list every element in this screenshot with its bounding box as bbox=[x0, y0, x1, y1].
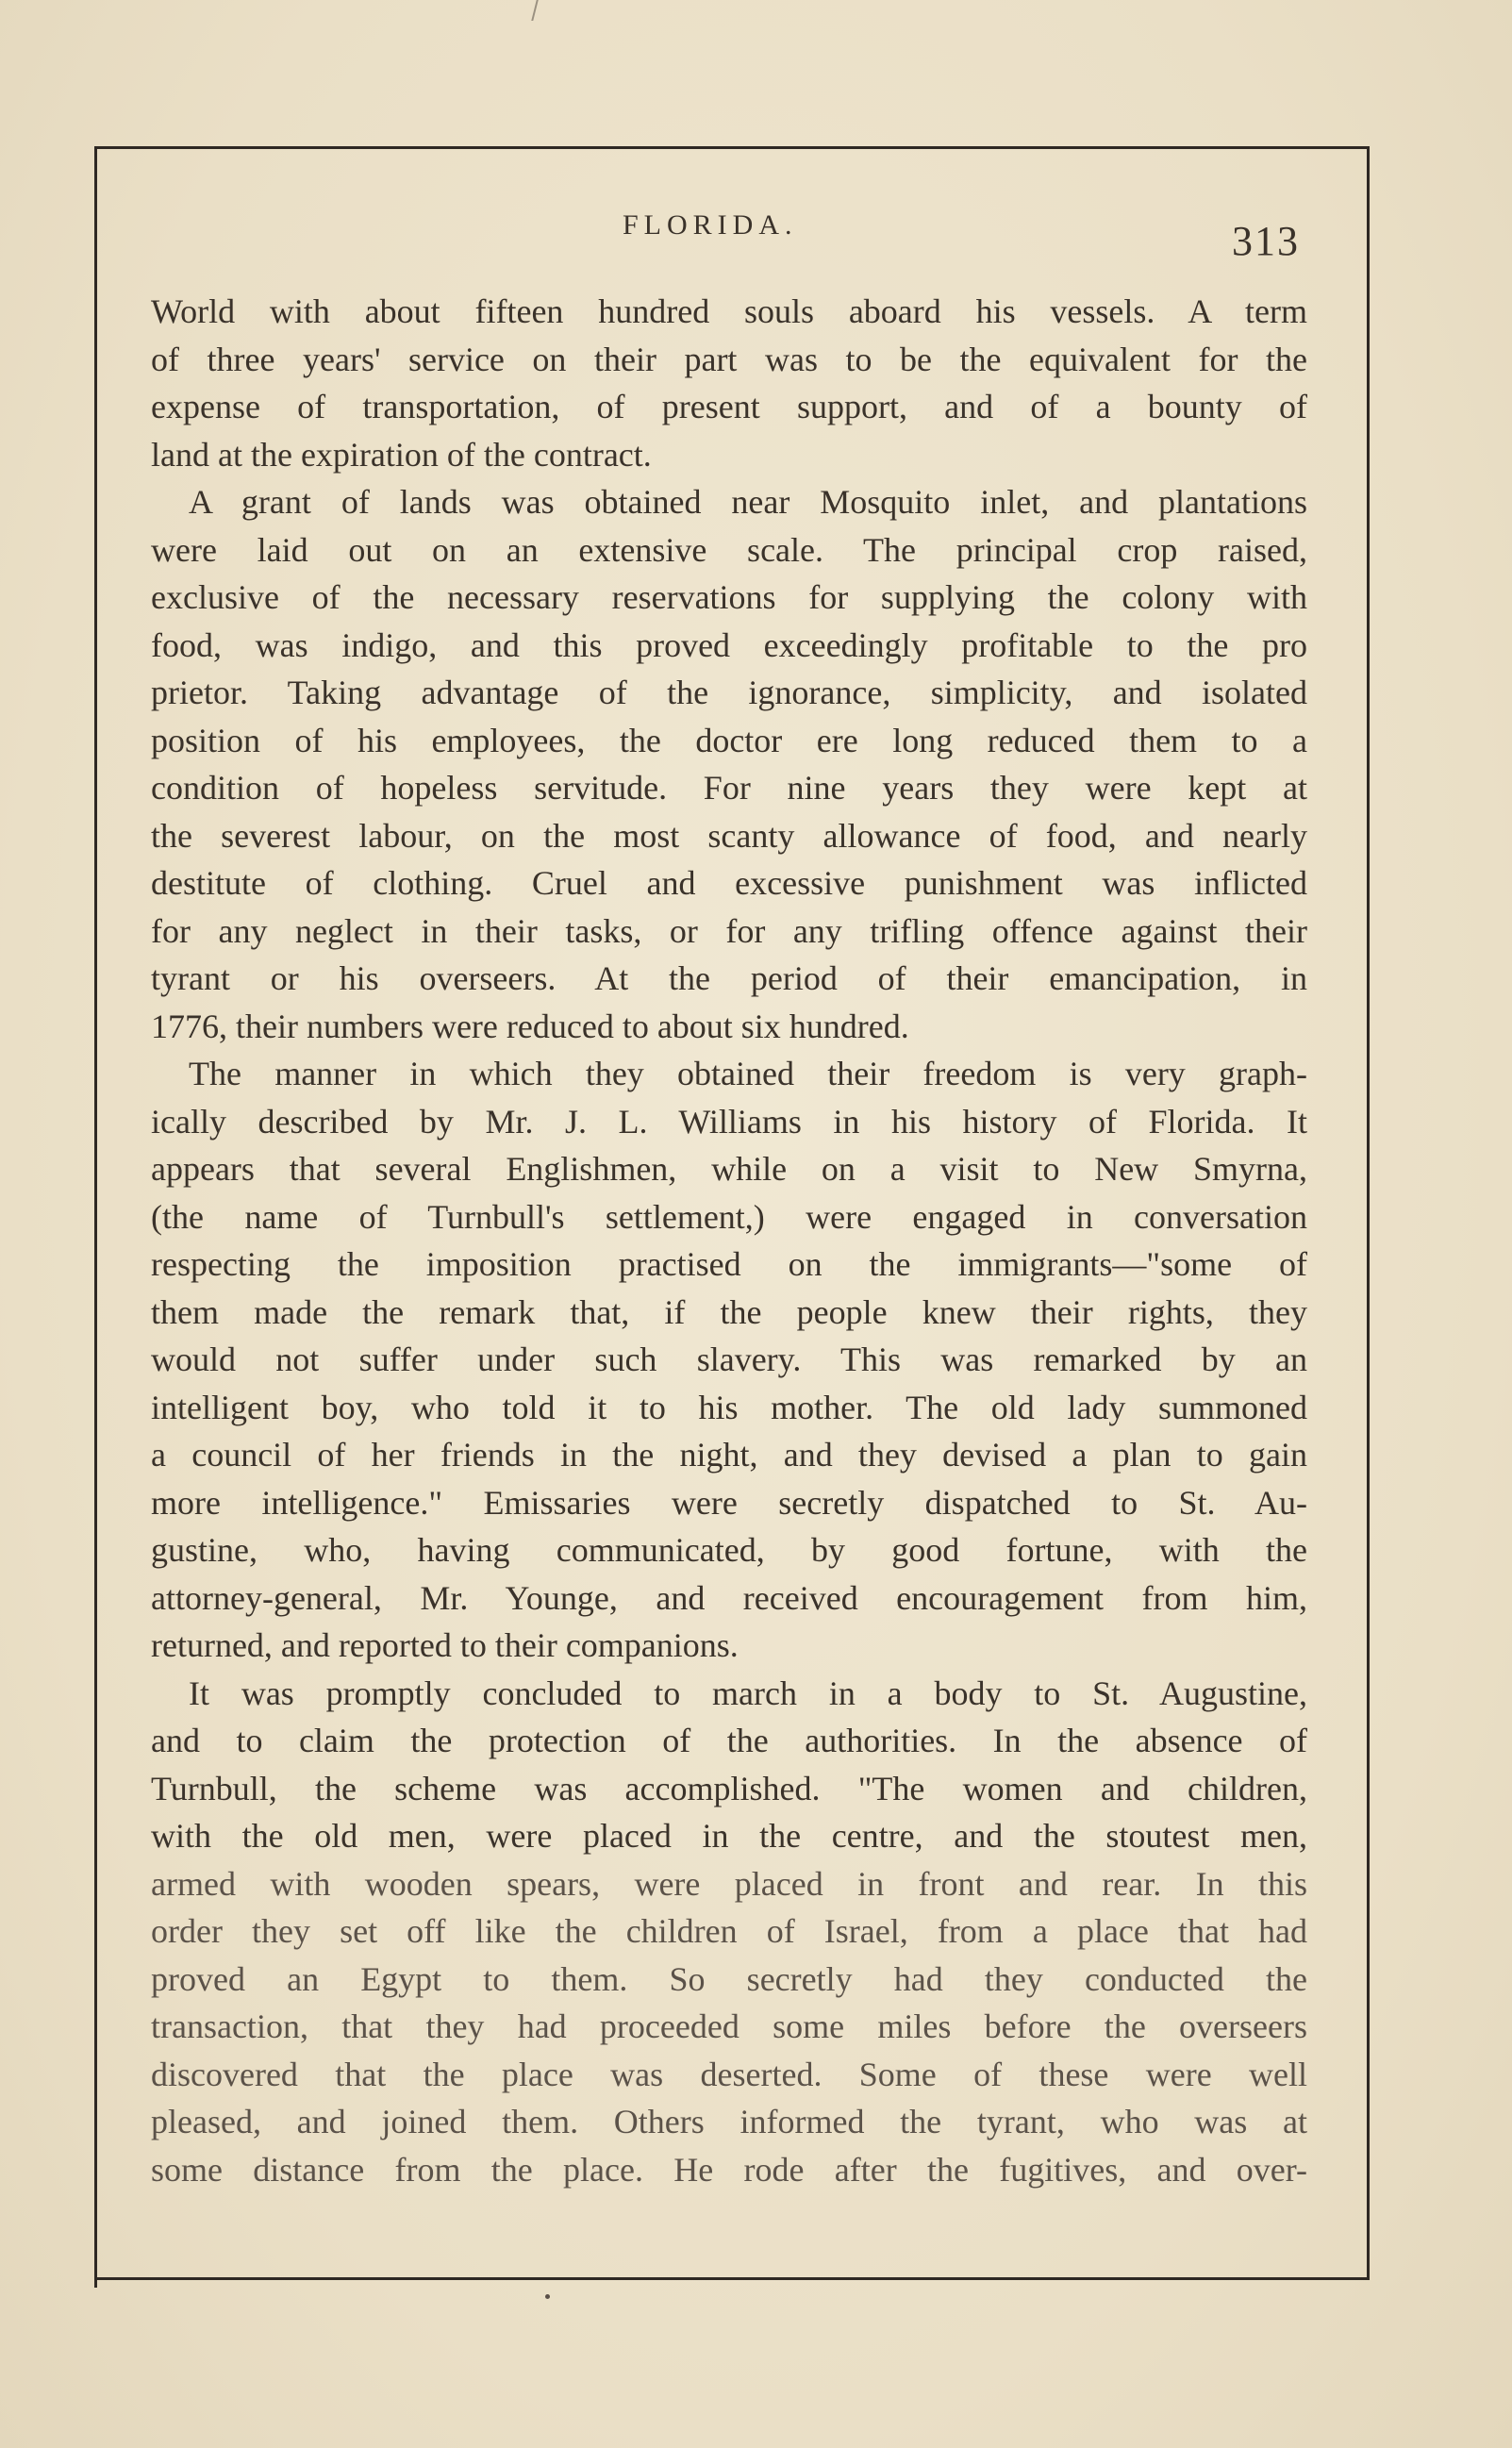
text-line: a council of her friends in the night, and they devised a plan to gain bbox=[151, 1436, 1307, 1474]
text-line: for any neglect in their tasks, or for any trifling offence against their bbox=[151, 911, 1307, 950]
text-line: food, was indigo, and this proved exceedingly profitable to the pro bbox=[151, 625, 1307, 664]
text-line: attorney-general, Mr. Younge, and received encouragement from him, bbox=[151, 1578, 1307, 1617]
text-line: The manner in which they obtained their freedom is very graph- bbox=[189, 1055, 1307, 1092]
text-line: appears that several Englishmen, while on a visit to New Smyrna, bbox=[151, 1150, 1307, 1188]
text-line: respecting the imposition practised on the immigrants—"some of bbox=[151, 1245, 1307, 1283]
text-line: pleased, and joined them. Others informed the tyrant, who was at bbox=[151, 2103, 1307, 2140]
text-line: World with about fifteen hundred souls aboard his vessels. A term bbox=[151, 292, 1307, 330]
frame-border-left bbox=[94, 146, 97, 2288]
body-text bbox=[151, 288, 1307, 2193]
text-line: order they set off like the children of Israel, from a place that had bbox=[151, 1912, 1307, 1950]
text-line: position of his employees, the doctor ere long reduced them to a bbox=[151, 721, 1307, 759]
text-line: (the name of Turnbull's settlement,) were engaged in conversation bbox=[151, 1197, 1307, 1236]
text-line: prietor. Taking advantage of the ignorance, simplicity, and isolated bbox=[151, 674, 1307, 711]
text-line: were laid out on an extensive scale. The principal crop raised, bbox=[151, 530, 1307, 569]
text-line: more intelligence." Emissaries were secretly dispatched to St. Au- bbox=[151, 1483, 1307, 1522]
text-line: with the old men, were placed in the centre, and the stoutest men, bbox=[151, 1817, 1307, 1855]
text-line: armed with wooden spears, were placed in front and rear. In this bbox=[151, 1864, 1307, 1903]
text-line: exclusive of the necessary reservations for supplying the colony with bbox=[151, 578, 1307, 616]
text-line: transaction, that they had proceeded some miles before the overseers bbox=[151, 2007, 1307, 2045]
text-line: them made the remark that, if the people knew their rights, they bbox=[151, 1292, 1307, 1331]
ink-speck bbox=[545, 2294, 550, 2299]
text-line: discovered that the place was deserted. Some of these were well bbox=[151, 2055, 1307, 2093]
text-line: of three years' service on their part was to be the equivalent for the bbox=[151, 340, 1307, 378]
frame-border-top bbox=[94, 146, 1370, 149]
text-line: the severest labour, on the most scanty allowance of food, and nearly bbox=[151, 816, 1307, 855]
frame-border-right bbox=[1367, 146, 1370, 2280]
text-line: expense of transportation, of present support, and of a bounty of bbox=[151, 388, 1307, 425]
text-line: 1776, their numbers were reduced to about six hundred. bbox=[151, 1007, 909, 1045]
text-line: It was promptly concluded to march in a body to St. Augustine, bbox=[189, 1674, 1307, 1712]
text-line: condition of hopeless servitude. For nine years they were kept at bbox=[151, 769, 1307, 807]
page-number: 313 bbox=[1232, 218, 1300, 264]
text-line: some distance from the place. He rode after the fugitives, and over- bbox=[151, 2150, 1307, 2189]
frame-border-bottom bbox=[94, 2277, 1370, 2280]
text-line: tyrant or his overseers. At the period of their emancipation, in bbox=[151, 959, 1307, 997]
running-head: FLORIDA. bbox=[623, 209, 798, 241]
text-line: intelligent boy, who told it to his mother. The old lady summoned bbox=[151, 1388, 1307, 1426]
text-line: land at the expiration of the contract. bbox=[151, 435, 652, 474]
text-line: ically described by Mr. J. L. Williams in his history of Florida. It bbox=[151, 1102, 1307, 1141]
text-line: and to claim the protection of the authorities. In the absence of bbox=[151, 1722, 1307, 1759]
text-line: returned, and reported to their companions. bbox=[151, 1626, 739, 1664]
text-line: A grant of lands was obtained near Mosquito inlet, and plantations bbox=[189, 483, 1307, 521]
text-line: Turnbull, the scheme was accomplished. "The women and children, bbox=[151, 1769, 1307, 1807]
text-line: gustine, who, having communicated, by good fortune, with the bbox=[151, 1531, 1307, 1569]
text-line: destitute of clothing. Cruel and excessive punishment was inflicted bbox=[151, 864, 1307, 902]
text-line: would not suffer under such slavery. This was remarked by an bbox=[151, 1341, 1307, 1378]
text-line: proved an Egypt to them. So secretly had they conducted the bbox=[151, 1959, 1307, 1998]
